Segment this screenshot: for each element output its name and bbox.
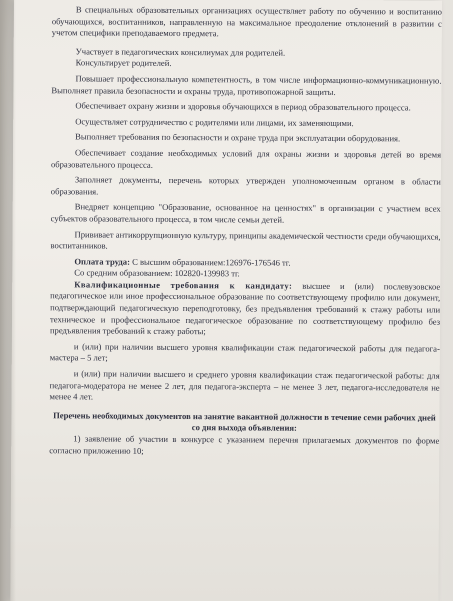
documents-item-1: 1) заявление об участии в конкурсе с указанием перечня прилагаемых документов по форме согласно приложению 10; xyxy=(49,433,440,456)
paragraph-cooperation: Осуществляет сотрудничество с родителями или лицами, их заменяющими. xyxy=(75,116,354,128)
qualification-master: и (или) при наличии высшего уровня квалификации стаж педагогической работы для педагога-мастера – 5 лет; xyxy=(49,341,440,364)
qualification-requirements xyxy=(50,279,440,339)
paragraph-special-education: В специальных образовательных организациях осуществляет работу по обучению и воспитанию обучающихся, воспитанников, направленную на максимальное преодоление отклонений в развитии с учетом специфики преподаваемого предмета. xyxy=(51,4,442,39)
salary-label: Оплата труда: xyxy=(74,256,130,267)
paragraph-safety-of-students: Обеспечивает охрану жизни и здоровья обучающихся в период образовательного процесса. xyxy=(75,100,411,113)
paragraph-equipment-safety: Выполняет требования по безопасности и охране труда при эксплуатации оборудования. xyxy=(75,131,401,144)
paper-sheet xyxy=(10,0,442,601)
paragraph-competence: Повышает профессиональную компетентность, в том числе информационно-коммуникационную. Выполняет правила безопасности и охраны труда, противопожарной защиты. xyxy=(51,73,442,97)
qualification-text: высшее и (или) послевузовское педагогическое или иное профессиональное образование по соответствующему профилю или документ, подтверждающий педагогическую переподготовку, без предъявления требований к стажу работы или техническое и профессиональное педагогическое образование по соответствующему профилю без предъявления требований к стажу работы; xyxy=(49,280,441,337)
paragraph-conditions: Обеспечивает создание необходимых условий для охраны жизни и здоровья детей во время образовательного процесса. xyxy=(50,147,442,170)
photo-left-edge xyxy=(0,0,16,601)
paragraph-values-concept: Внедряет концепцию "Образование, основанное на ценностях" в организации с участием всех субъектов образовательного процесса, в том числе семьи детей. xyxy=(50,201,441,225)
paragraph-anticorruption: Прививает антикоррупционную культуру, принципы академической честности среди обучающихся, воспитанников. xyxy=(50,228,441,251)
salary-secondary: Со средним образованием: 102820-139983 тг. xyxy=(74,267,240,279)
qualification-label: Квалификационные требования к кандидату: xyxy=(74,279,293,291)
salary-higher-value: С высшим образованием:126976-176546 тг. xyxy=(132,256,291,268)
documents-heading: Перечень необходимых документов на занятие вакантной должности в течение семи рабочих дней со дня выхода объявления: xyxy=(53,410,436,434)
paragraph-consults-parents: Консультирует родителей. xyxy=(75,57,172,69)
paragraph-consilium: Участвует в педагогических консилиумах для родителей. xyxy=(75,46,286,58)
qualification-moderator: и (или) при наличии высшего и среднего уровня квалификации стаж педагогической работы: для педагога-модератора не менее 2 лет, для педагога-эксперта – не менее 3 лет, педагога-исследователя не менее 4 лет. xyxy=(49,368,440,402)
document-body xyxy=(49,4,442,459)
paragraph-documents: Заполняет документы, перечень которых утвержден уполномоченным органом в области образования. xyxy=(50,174,441,197)
